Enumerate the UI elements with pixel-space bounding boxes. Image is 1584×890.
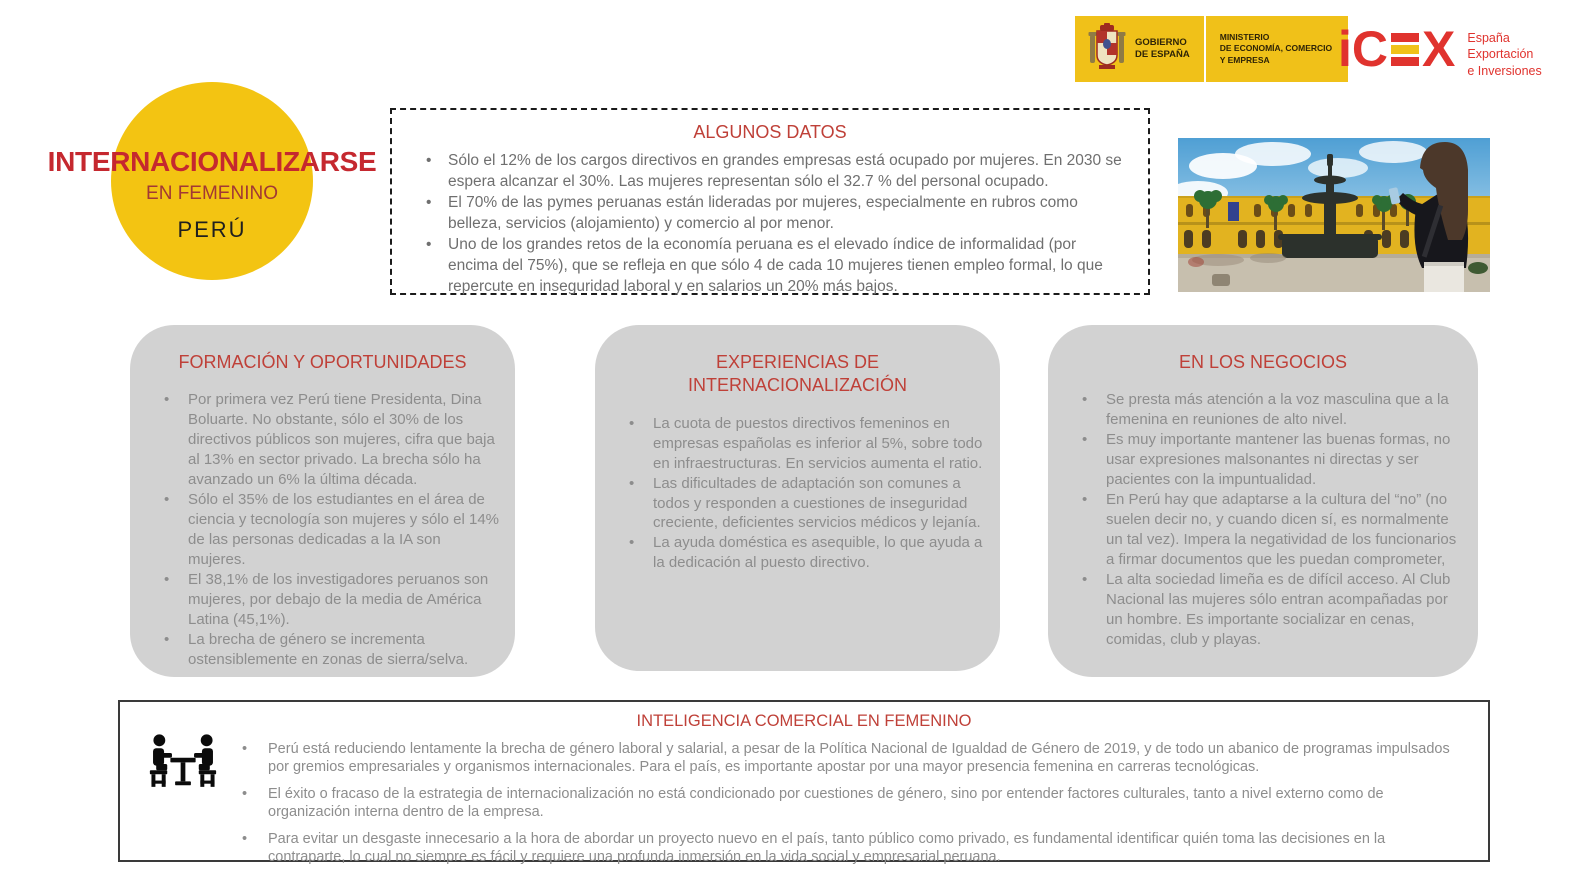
icex-letter-i: i: [1338, 21, 1352, 77]
algunos-datos-panel: [390, 108, 1150, 295]
panel-bullet: • Por primera vez Perú tiene Presidenta, Dina Boluarte. No obstante, sólo el 30% de los directivos públicos son mujeres, cifra que baja al 13% en sector privado. La brecha sólo ha avanzado un 6% la última década.: [156, 390, 501, 490]
panel-bullet: • Es muy importante mantener las buenas formas, no usar expresiones malsonantes ni directas y ser pacientes con la impuntualidad.: [1074, 430, 1464, 490]
panel-bullet: • La alta sociedad limeña es de difícil acceso. Al Club Nacional las mujeres sólo entran acompañadas por un hombre. Es importante socializar en cenas, comidas, club y playas.: [1074, 570, 1464, 650]
intel-title: INTELIGENCIA COMERCIAL EN FEMENINO: [636, 712, 972, 730]
panel-experiencias-internacionalizacion: [595, 325, 1000, 671]
brand-title: INTERNACIONALIZARSE: [47, 146, 377, 177]
gov-line: DE ESPAÑA: [1135, 49, 1190, 60]
panel-title: EXPERIENCIAS DE INTERNACIONALIZACIÓN: [687, 352, 908, 396]
brand-block: [0, 146, 424, 243]
panel-bullet: • La cuota de puestos directivos femeninos en empresas españolas es inferior al 5%, sobre todo en infraestructuras. En servicios aumenta el ratio.: [621, 414, 986, 474]
brand-country: PERÚ: [177, 217, 247, 242]
ministry-label: [1220, 32, 1332, 66]
icex-logo: [1338, 21, 1542, 79]
panel-bullet: • Las dificultades de adaptación son comunes a todos y responden a cuestiones de inseguridad creciente, deficientes servicios médicos y lejanía.: [621, 474, 986, 534]
datos-bullet: • Sólo el 12% de los cargos directivos en grandes empresas está ocupado por mujeres. En 2030 se espera alcanzar el 30%. Las mujeres representan sólo el 32.7 % del personal ocupado.: [422, 150, 1124, 192]
inteligencia-comercial-panel: [118, 700, 1490, 866]
icex-tagline-line: Exportación: [1467, 47, 1534, 62]
panel-bullet-list: [156, 390, 501, 669]
logo-divider: [1204, 16, 1206, 82]
icex-tagline-line: España: [1467, 31, 1510, 45]
icex-tagline-line: e Inversiones: [1467, 63, 1542, 78]
datos-bullet-list: [422, 150, 1124, 298]
ministry-line: DE ECONOMÍA, COMERCIO: [1219, 43, 1333, 54]
intel-bullet: • Para evitar un desgaste innecesario a la hora de abordar un proyecto nuevo en el país, tanto público como privado, es fundamental identificar quién toma las decisiones en la contraparte, lo cual no siempre es fácil y requiere una profunda inmersión en la vida social y empresarial peruana.: [232, 830, 1452, 867]
panel-bullet: • Se presta más atención a la voz masculina que a la femenina en reuniones de alto nivel.: [1074, 390, 1464, 430]
intel-bullet: • Perú está reduciendo lentamente la brecha de género laboral y salarial, a pesar de la Política Nacional de Igualdad de Género de 2019, y de todo un abanico de programas impulsados por gremios empresariales y organismos internacionales. Para el país, es importante apostar por una mayor presencia femenina en carreras tecnológicas.: [232, 740, 1452, 777]
gov-line: GOBIERNO: [1135, 36, 1187, 48]
panel-bullet-list: [1074, 390, 1464, 649]
icex-letter-c: C: [1351, 21, 1389, 77]
panel-formacion-oportunidades: [130, 325, 515, 677]
icex-letter-x: X: [1422, 21, 1456, 77]
panel-title: EN LOS NEGOCIOS: [1178, 352, 1348, 372]
datos-title: ALGUNOS DATOS: [693, 122, 847, 142]
icex-tagline: [1467, 26, 1541, 79]
panel-bullet-list: [621, 414, 986, 574]
ministry-line: MINISTERIO: [1219, 31, 1270, 42]
brand-subtitle: EN FEMENINO: [146, 183, 278, 204]
datos-bullet: • El 70% de las pymes peruanas están lideradas por mujeres, especialmente en rubros como belleza, servicios (alojamiento) y comercio al por menor.: [422, 192, 1124, 234]
panel-bullet: • La brecha de género se incrementa ostensiblemente en zonas de sierra/selva.: [156, 630, 501, 670]
icex-wordmark: [1338, 21, 1456, 77]
icex-flag-e-icon: [1391, 27, 1419, 71]
panel-bullet: • El 38,1% de los investigadores peruanos son mujeres, por debajo de la media de América Latina (45,1%).: [156, 570, 501, 630]
panel-bullet: • Sólo el 35% de los estudiantes en el área de ciencia y tecnología son mujeres y sólo el 14% de las personas dedicadas a la IA son mujeres.: [156, 490, 501, 570]
panel-title: FORMACIÓN Y OPORTUNIDADES: [178, 352, 467, 372]
ministry-line: Y EMPRESA: [1219, 54, 1270, 65]
meeting-table-icon: [142, 728, 224, 800]
panel-en-los-negocios: [1048, 325, 1478, 677]
panel-bullet: • En Perú hay que adaptarse a la cultura del “no” (no suelen decir no, y cuando dicen sí, es normalmente un tal vez). Impera la negatividad de los funcionarios a firmar documentos que les puedan comprometer,: [1074, 490, 1464, 570]
government-logo: [1075, 16, 1348, 82]
spain-coat-of-arms-icon: [1087, 23, 1127, 75]
intel-bullet: • El éxito o fracaso de la estrategia de internacionalización no está condicionado por cuestiones de género, sino por entender factores culturales, tanto a nivel externo como de organización interna dentro de la empresa.: [232, 785, 1452, 822]
lima-plaza-illustration: [1178, 138, 1490, 292]
government-entity-label: [1135, 37, 1190, 62]
lima-plaza-photo: [1178, 138, 1490, 292]
datos-bullet: • Uno de los grandes retos de la economía peruana es el elevado índice de informalidad (por encima del 75%), que se refleja en que sólo 4 de cada 10 mujeres tienen empleo formal, lo que repercute en inseguridad laboral y en salarios un 20% más bajos.: [422, 234, 1124, 297]
panel-bullet: • La ayuda doméstica es asequible, lo que ayuda a la dedicación al puesto directivo.: [621, 533, 986, 573]
intel-bullet-list: [232, 740, 1452, 866]
